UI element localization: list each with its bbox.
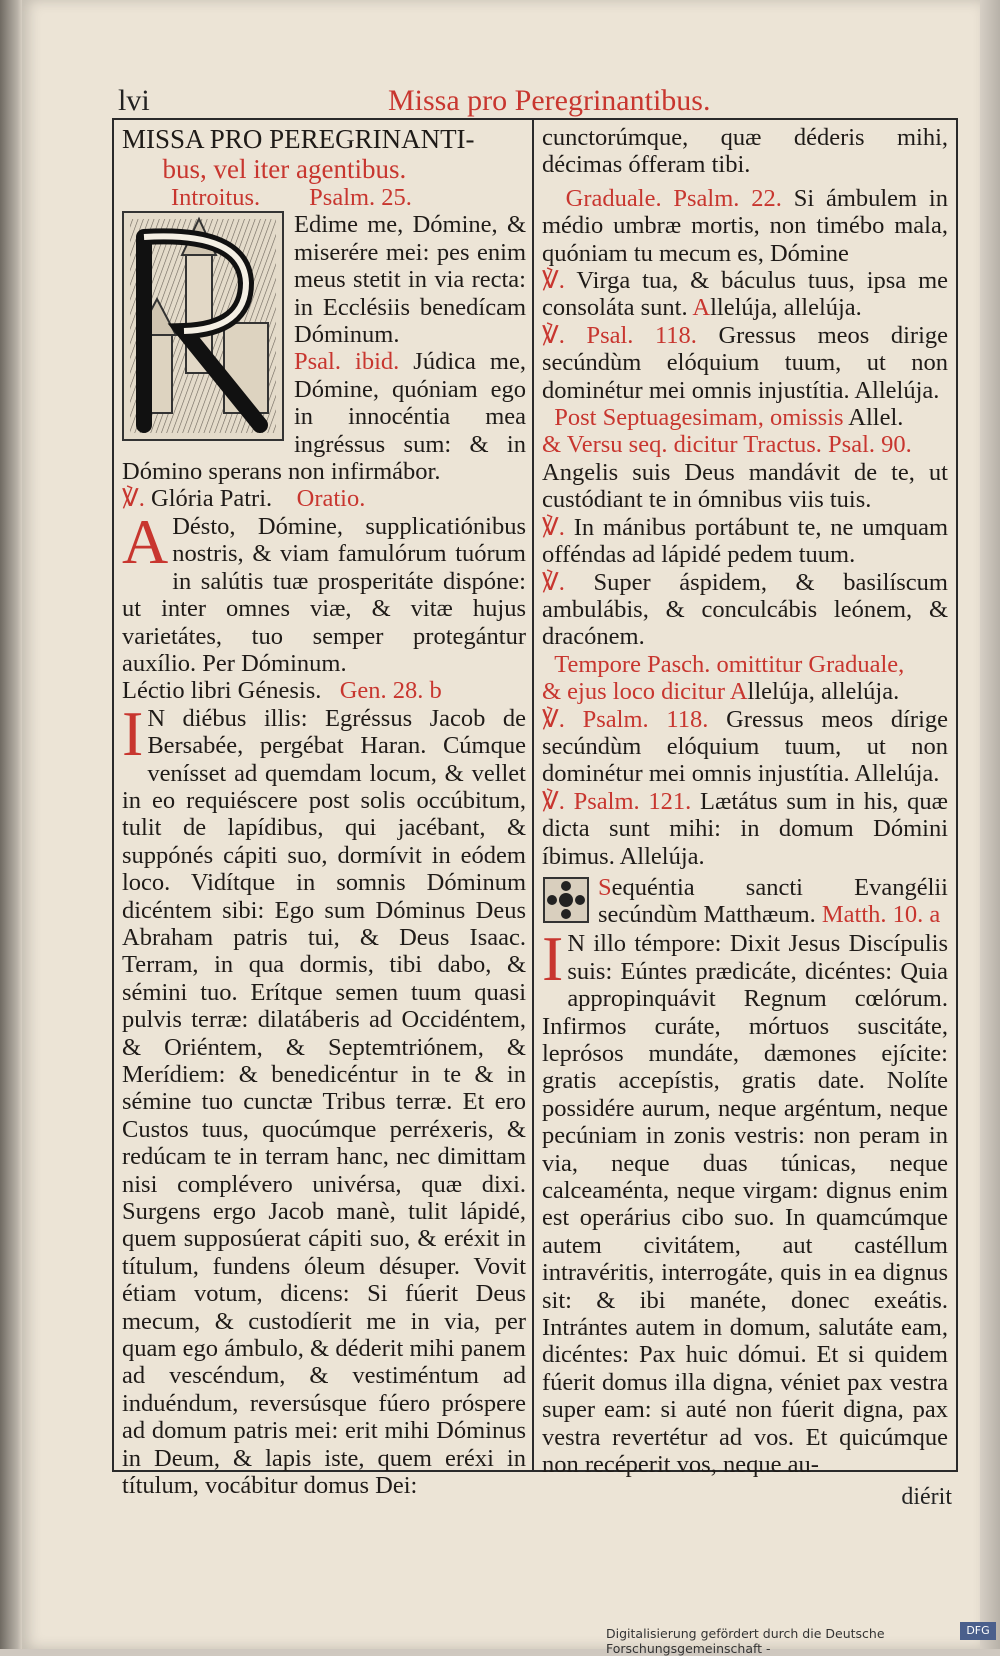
verse-4 [542, 569, 948, 651]
verse-3-text: In mánibus portábunt te, ne umquam offéndas ad lápidé pedem tuum. [542, 513, 949, 569]
rubric-2a: Tempore Pasch. omittitur Graduale, [554, 650, 905, 678]
versicle-icon: ℣. [542, 705, 565, 733]
sequentia-ref: Matth. 10. a [821, 901, 941, 929]
catchword: diérit [901, 1484, 952, 1510]
versicle-icon: ℣. [542, 267, 565, 295]
lectio-initial: I [122, 697, 144, 769]
versicle-icon: ℣. [542, 321, 565, 349]
ornament-cross-icon [542, 876, 590, 930]
rubric-paschal [542, 651, 948, 706]
verse-6-text: Lætátus sum in his, quæ dicta sunt mihi: in domum Dómini íbimus. Allelúja. [542, 787, 949, 870]
rubric-2c: llelúja, allelúja. [747, 678, 900, 706]
lectio-continuation: cunctorúmque, quæ déderis mihi, décimas ófferam tibi. [542, 124, 948, 179]
woodcut-r-image [124, 213, 282, 439]
verse-3 [542, 514, 948, 569]
verse-1 [542, 267, 948, 322]
verse-2-ref: Psal. 118. [586, 321, 697, 349]
lectio [122, 697, 526, 1500]
gospel [542, 923, 948, 1479]
verse-6-ref: Psalm. 121. [573, 787, 692, 815]
digitization-credit: Digitalisierung gefördert durch die Deutsche Forschungsgemeinschaft - [606, 1626, 885, 1656]
alleluia-initial: A [692, 294, 711, 322]
graduale-label: Graduale. Psalm. 22. [565, 184, 782, 212]
verse-5-ref: Psalm. 118. [582, 705, 709, 733]
verse-5-text: Gressus meos dírige secúndùm elóquium tuum, ut non dominétur mei omnis injustítia. Allelúja. [542, 705, 948, 788]
versicle-icon: ℣. [122, 485, 145, 513]
verse-2-text: Gressus meos dirige secúndùm elóquium tuum, ut non dominétur mei omnis injustítia. Allelúja. [542, 321, 948, 404]
oratio-initial: A [122, 505, 169, 577]
page-edge [980, 0, 1000, 1649]
sequentia [542, 874, 948, 929]
verse-2 [542, 322, 948, 404]
psalm-text: Júdica me, Dómine, quóniam ego in innocéntia mea ingréssus sum: & in Dómino sperans non infirmábor. [122, 348, 526, 486]
column-divider [532, 120, 534, 1470]
running-head [118, 84, 938, 122]
introit-ref: Psalm. 25. [309, 184, 412, 211]
verse-1-text: Virga tua, & báculus tuus, ipsa me consoláta sunt. [542, 267, 948, 322]
verse-4-text: Super áspidem, & basilíscum ambulábis, & conculcábis leónem, & dracónem. [542, 568, 948, 651]
introit-label: Introitus. [171, 184, 261, 211]
oratio-label: Oratio. [296, 485, 366, 513]
oratio-text: Désto, Dómine, supplicatiónibus nostris, & viam famulórum tuórum in salútis tuæ prosperitáte dispóne: ut inter omnes viæ, & vitæ hujus varietátes, tuo semper protegántur auxílio. Per Dóminum. [122, 512, 526, 677]
oratio [122, 505, 526, 677]
lectio-header [122, 677, 526, 704]
folio-number: lvi [118, 84, 150, 117]
gloria-text: Glória Patri. [151, 485, 273, 513]
gloria-line [122, 485, 526, 512]
gospel-initial: I [542, 923, 564, 995]
lectio-text: N diébus illis: Egréssus Jacob de Bersabée, pergébat Haran. Cúmque venísset ad quemdam locum, & vellet in eo requiéscere post solis occúbitum, tulit de lapídibus, qui jacébant, & suppónés cápiti suo, dormívit in eódem loco. Vidítque in somnis Dóminum dicéntem sibi: Ego sum Dóminus Deus Abraham patris tui, & Deus Isaac. Terram, in qua dormis, tibi dabo, & sémini tuo. Erítque semen tuum quasi pulvis terræ: dilatáberis ad Occidéntem, & Oriéntem, & Septemtriónem, & Merídiem: & benedicéntur in te & in sémine tuo cunctæ Tribus terræ. Et ero Custos tuus, quocúmque perréxeris, & redúcam te in terram hanc, nec dimittam nisi complévero univérsa, quæ dixi. Surgens ergo Jacob manè, tulit lápidé, quem supposúerat cápiti suo, & eréxit in títulum, fundens óleum désuper. Vovit étiam votum, dicens: Si fúerit Deus mecum, & custodíerit me in via, per quam ego ámbulo, & déderit mihi panem ad vescéndum, & vestiméntum ad induéndum, reversúsque fúero próspere ad domum patris mei: erit mihi Dóminus in Deum, & lapis iste, quem eréxi in títulum, vocábitur domus Dei: [122, 704, 526, 1500]
rubric-septuagesima [542, 404, 948, 459]
lectio-ref: Gen. 28. b [339, 677, 442, 705]
lectio-label: Léctio libri Génesis. [122, 677, 322, 705]
tract-text: Angelis suis Deus mandávit de te, ut custódiant te in ómnibus viis tuis. [542, 458, 948, 514]
rubric-1b: & Versu seq. dicitur Tractus. Psal. 90. [542, 431, 912, 459]
book-spine [0, 0, 22, 1649]
sequentia-text: equéntia sancti Evangélii secúndùm Matthæum. [598, 873, 948, 929]
mass-title [122, 124, 526, 184]
graduale [542, 185, 948, 267]
running-title: Missa pro Peregrinantibus. [388, 84, 711, 117]
verse-6 [542, 788, 948, 870]
left-column [122, 124, 526, 1500]
mass-title-line2: bus, vel iter agentibus. [162, 154, 407, 184]
psalm-ref: Psal. ibid. [294, 348, 400, 376]
woodcut-initial-r-icon [122, 211, 284, 441]
introit-text: Edime me, Dómine, & miserére mei: pes enim meus stetit in via recta: in Ecclésiis benedícam Dóminum. [294, 211, 526, 349]
right-column [542, 124, 948, 1479]
graduale-text: Si ámbulem in médio umbræ mortis, non timébo mala, quóniam tu mecum es, Dómine [542, 184, 948, 267]
introit-header [122, 184, 526, 211]
dfg-logo: DFG [960, 1622, 996, 1640]
mass-title-line1: MISSA PRO PEREGRINANTI- [122, 124, 475, 154]
versicle-icon: ℣. [542, 568, 565, 596]
gospel-text: N illo témpore: Dixit Jesus Discípulis suis: Eúntes prædicáte, dicéntes: Quia appropinquávit Regnum cœlórum. Infirmos curáte, mórtuos suscitáte, leprósos mundáte, dæmones ejícite: gratis accepístis, gratis date. Nolíte possidére aurum, neque argéntum, neque pecúniam in zonis vestris: non peram in via, neque duas túnicas, neque calceaménta, neque virgam: dignus enim est operárius cibo suo. In quamcúmque autem civitátem, aut castéllum intravéritis, interrogáte, quis in ea dignus sit: & ibi manéte, donec exeátis. Intrántes autem in domum, salutáte eam, dicéntes: Pax huic dómui. Et si quidem fúerit domus illa digna, véniet pax vestra super eam: si auté non fúerit digna, pax vestra revertétur ad vos. Et quicúmque non recéperit vos, neque au- [542, 930, 948, 1479]
rubric-2-initial: A [729, 678, 748, 706]
versicle-icon: ℣. [542, 787, 565, 815]
rubric-1a: Post Septuagesimam, omissis [554, 404, 844, 432]
verse-1-alleluia: llelúja, allelúja. [710, 294, 862, 322]
sequentia-initial: S [598, 873, 612, 901]
rubric-1-allel: Allel. [848, 404, 904, 432]
versicle-icon: ℣. [542, 513, 565, 541]
verse-5 [542, 706, 948, 788]
rubric-2b: & ejus loco dicitur [542, 678, 726, 706]
